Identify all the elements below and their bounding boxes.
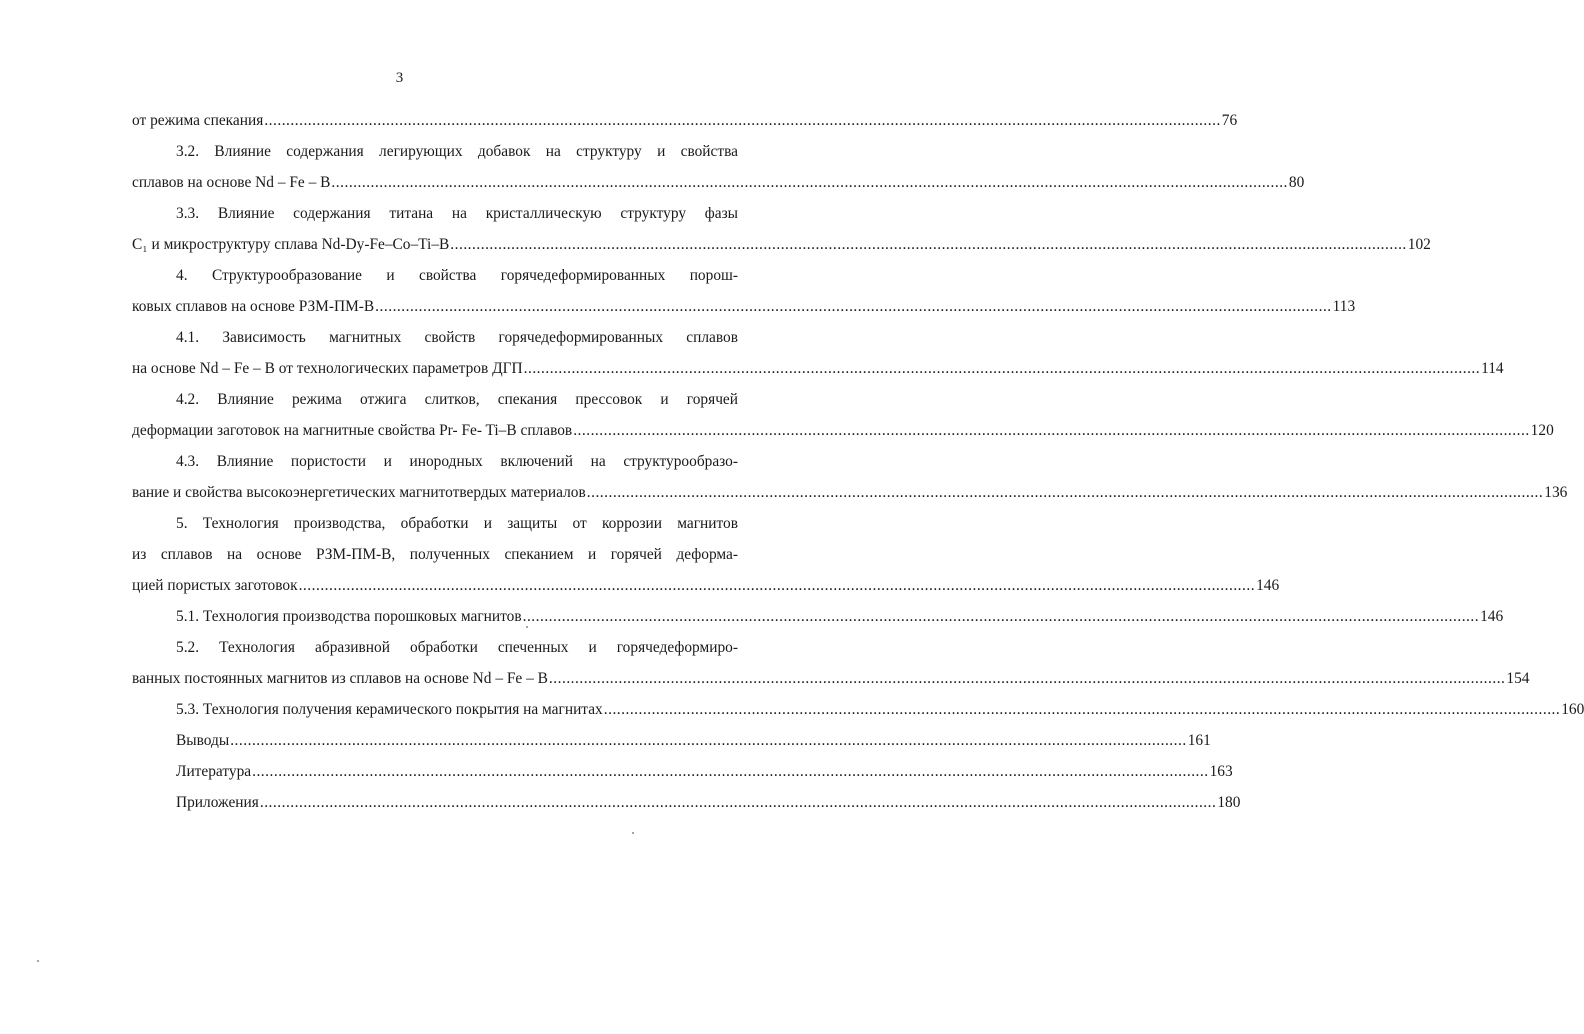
toc-entry-cont-3-1: [132, 105, 1238, 136]
toc-entry-page: 76: [1221, 112, 1238, 129]
toc-entry-page: 113: [1332, 298, 1356, 315]
dot-leader: ............................................................................................................................................................................................................................: [264, 112, 1221, 129]
toc-entry-page: 80: [1288, 174, 1305, 191]
toc-entry-last-line: [132, 725, 1211, 756]
dot-leader: ............................................................................................................................................................................................................................: [522, 608, 1480, 625]
toc-entry-page: 146: [1480, 608, 1504, 625]
toc-entry-title: Приложения: [176, 794, 259, 811]
toc-entry-page: 161: [1187, 732, 1211, 749]
toc-entry-title: Литература: [176, 763, 252, 780]
toc-entry-last-line: [132, 694, 1584, 725]
scan-speck: [632, 832, 634, 834]
toc-entry-page: 160: [1561, 701, 1584, 718]
dot-leader: ............................................................................................................................................................................................................................: [230, 732, 1187, 749]
toc-entry-last-line: [132, 291, 1356, 322]
toc-entry-title: C₁ и микроструктуру сплава Nd-Dy-Fe–Co–Ti–B: [132, 236, 450, 253]
toc-entry-last-line: [132, 756, 1233, 787]
toc-entry-page: 154: [1506, 670, 1530, 687]
toc-entry-title: ковых сплавов на основе РЗМ-ПМ-В: [132, 298, 375, 315]
toc-entry-line: 5.2. Технология абразивной обработки спеченных и горячедеформиро-: [176, 639, 738, 656]
toc-entry-title: вание и свойства высокоэнергетических магнитотвердых материалов: [132, 484, 586, 501]
toc-entry-title: на основе Nd – Fe – B от технологических параметров ДГП: [132, 360, 523, 377]
toc-entry-page: 163: [1209, 763, 1233, 780]
dot-leader: ............................................................................................................................................................................................................................: [375, 298, 1332, 315]
toc-entry-5: [132, 508, 1280, 601]
toc-entry-line: 5. Технология производства, обработки и защиты от коррозии магнитов: [176, 515, 738, 532]
toc-entry-5-3: [132, 694, 1584, 725]
toc-entry-title: 5.3. Технология получения керамического покрытия на магнитах: [176, 701, 603, 718]
toc-entry-title: ванных постоянных магнитов из сплавов на основе Nd – Fe – B: [132, 670, 548, 687]
toc-entry-page: 120: [1530, 422, 1554, 439]
toc-entry-line: 4.3. Влияние пористости и инородных включений на структурообразо-: [176, 453, 738, 470]
toc-entry-page: 102: [1407, 236, 1431, 253]
toc-entry-line: 4. Структурообразование и свойства горячедеформированных порош-: [176, 267, 738, 284]
dot-leader: ............................................................................................................................................................................................................................: [603, 701, 1561, 718]
toc-entry-line: 3.2. Влияние содержания легирующих добавок на структуру и свойства: [176, 143, 738, 160]
scan-speck: [526, 626, 528, 628]
toc-entry-5-2: [132, 632, 1530, 694]
toc-entry-line: 3.3. Влияние содержания титана на кристаллическую структуру фазы: [176, 205, 738, 222]
toc-entry-appendices: [132, 787, 1241, 818]
toc-entry-page: 146: [1256, 577, 1280, 594]
dot-leader: ............................................................................................................................................................................................................................: [298, 577, 1256, 594]
dot-leader: ............................................................................................................................................................................................................................: [586, 484, 1544, 501]
toc-entry-last-line: [132, 415, 1554, 446]
toc-entry-last-line: [132, 787, 1241, 818]
toc-entry-line: 4.1. Зависимость магнитных свойств горячедеформированных сплавов: [176, 329, 738, 346]
toc-entry-last-line: [132, 229, 1431, 260]
scan-speck: [37, 960, 39, 962]
toc-entry-last-line: [132, 167, 1305, 198]
toc-entry-4: [132, 260, 1356, 322]
toc-entry-3-2: [132, 136, 1305, 198]
toc-entry-line: 4.2. Влияние режима отжига слитков, спекания прессовок и горячей: [176, 391, 738, 408]
table-of-contents: [132, 105, 1584, 818]
page-number: 3: [395, 70, 404, 86]
toc-entry-title: деформации заготовок на магнитные свойства Pr- Fe- Ti–B сплавов: [132, 422, 573, 439]
dot-leader: ............................................................................................................................................................................................................................: [523, 360, 1481, 377]
toc-entry-4-1: [132, 322, 1504, 384]
dot-leader: ............................................................................................................................................................................................................................: [450, 236, 1407, 253]
dot-leader: ............................................................................................................................................................................................................................: [573, 422, 1530, 439]
toc-entry-4-3: [132, 446, 1568, 508]
toc-entry-title: от режима спекания: [132, 112, 264, 129]
toc-entry-3-3: [132, 198, 1431, 260]
toc-entry-5-1: [132, 601, 1504, 632]
toc-entry-title: 5.1. Технология производства порошковых магнитов: [176, 608, 522, 625]
toc-entry-last-line: [132, 477, 1568, 508]
dot-leader: ............................................................................................................................................................................................................................: [252, 763, 1209, 780]
toc-entry-last-line: [132, 601, 1504, 632]
toc-entry-page: 180: [1217, 794, 1241, 811]
toc-entry-page: 114: [1481, 360, 1504, 377]
toc-entry-last-line: [132, 570, 1280, 601]
toc-entry-4-2: [132, 384, 1554, 446]
toc-entry-title: Выводы: [176, 732, 230, 749]
toc-entry-last-line: [132, 663, 1530, 694]
toc-entry-last-line: [132, 105, 1238, 136]
toc-entry-title: цией пористых заготовок: [132, 577, 298, 594]
dot-leader: ............................................................................................................................................................................................................................: [548, 670, 1506, 687]
toc-entry-last-line: [132, 353, 1504, 384]
dot-leader: ............................................................................................................................................................................................................................: [259, 794, 1217, 811]
toc-entry-line: из сплавов на основе РЗМ-ПМ-В, полученных спеканием и горячей деформа-: [132, 546, 738, 563]
toc-entry-title: сплавов на основе Nd – Fe – B: [132, 174, 331, 191]
toc-entry-conclusions: [132, 725, 1211, 756]
toc-entry-page: 136: [1544, 484, 1568, 501]
toc-entry-literature: [132, 756, 1233, 787]
dot-leader: ............................................................................................................................................................................................................................: [331, 174, 1288, 191]
